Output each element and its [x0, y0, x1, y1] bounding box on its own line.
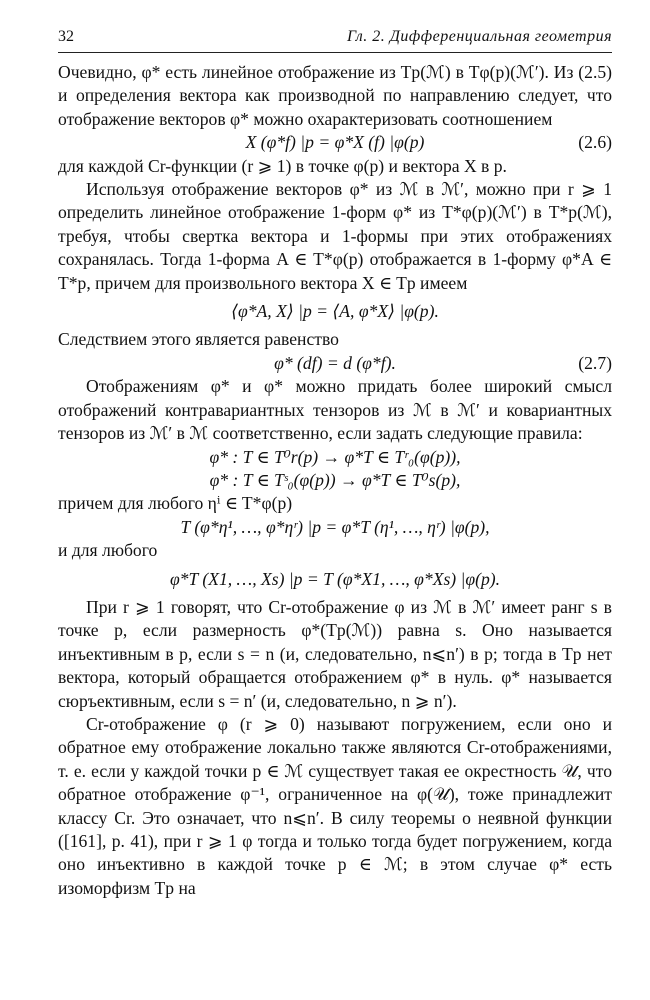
formula-2-7: [58, 352, 612, 375]
paragraph: Используя отображение векторов φ* из ℳ в ℳ′, можно при r ⩾ 1 определить линейное отображение 1-форм φ* из T*φ(p)(ℳ′) в T*p(ℳ), требуя, чтобы свертка вектора и 1-формы при этих отображениях сохранялась. Тогда 1-форма A ∈ T*φ(p) отображается в 1-форму φ*A ∈ T*p, причем для произвольного вектора X ∈ Tp имеем: [58, 179, 612, 293]
page-number: 32: [58, 28, 74, 45]
formula-text: φ* : T ∈ Tˢ₀(φ(p)) → φ*T ∈ T⁰s(p),: [209, 469, 461, 490]
page-body: [58, 61, 612, 900]
paragraph: Cr-отображение φ (r ⩾ 0) называют погружением, если оно и обратное ему отображение локально также являются Cr-отображениями, т. е. если у каждой точки p ∈ ℳ существует такая ее окрестность 𝒰, что обратное отображение φ⁻¹, ограниченное на φ(𝒰), тоже принадлежит классу Cr. Это означает, что n⩽n′. В силу теоремы о неявной функции ([161], р. 41), при r ⩾ 1 φ тогда и только тогда будет погружением, когда оно инъективно в каждой точке p ∈ ℳ; в этом случае φ* есть изоморфизм Tp на: [58, 713, 612, 898]
book-page: [58, 26, 612, 900]
formula-text: X (φ*f) |p = φ*X (f) |φ(p): [245, 132, 425, 153]
formula-text: T (φ*η¹, …, φ*ηʳ) |p = φ*T (η¹, …, ηʳ) |φ(p),: [180, 516, 490, 537]
paragraph: для каждой Cr-функции (r ⩾ 1) в точке φ(p) и вектора X в p.: [58, 155, 507, 176]
formula-text: φ*T (X1, …, Xs) |p = T (φ*X1, …, φ*Xs) |φ(p).: [169, 568, 501, 589]
running-title: Гл. 2. Дифференциальная геометрия: [346, 28, 612, 45]
formula-text: φ* : T ∈ T⁰r(p) → φ*T ∈ Tʳ₀(φ(p)),: [209, 446, 461, 467]
formula: [58, 446, 612, 469]
formula: [58, 516, 612, 539]
paragraph: Очевидно, φ* есть линейное отображение из Tp(ℳ) в Tφ(p)(ℳ′). Из (2.5) и определения вектора как производной по направлению следует, что отображение векторов φ* можно охарактеризовать соотношением: [58, 62, 612, 129]
formula-text: ⟨φ*A, X⟩ |p = ⟨A, φ*X⟩ |φ(p).: [231, 301, 439, 322]
paragraph: Следствием этого является равенство: [58, 329, 339, 350]
paragraph: причем для любого ηⁱ ∈ T*φ(p): [58, 493, 293, 514]
formula: [58, 469, 612, 492]
formula: [58, 568, 612, 591]
formula: [58, 300, 612, 323]
equation-number: (2.7): [578, 352, 612, 373]
formula-text: φ* (df) = d (φ*f).: [274, 352, 396, 373]
paragraph: и для любого: [58, 540, 158, 561]
paragraph: Отображениям φ* и φ* можно придать более широкий смысл отображений контравариантных тензоров из ℳ в ℳ′ и ковариантных тензоров из ℳ′ в ℳ соответственно, если задать следующие правила:: [58, 376, 612, 444]
formula-2-6: [58, 131, 612, 154]
equation-number: (2.6): [578, 132, 612, 153]
paragraph: При r ⩾ 1 говорят, что Cr-отображение φ из ℳ в ℳ′ имеет ранг s в точке p, если размерность φ*(Tp(ℳ)) равна s. Оно называется инъективным в p, если s = n (и, следовательно, n⩽n′) в p; тогда в Tp нет вектора, который обращается отображением φ* в нуль. φ* называется сюръективным, если s = n′ (и, следовательно, n ⩾ n′).: [58, 596, 612, 711]
page-header: [58, 26, 612, 53]
